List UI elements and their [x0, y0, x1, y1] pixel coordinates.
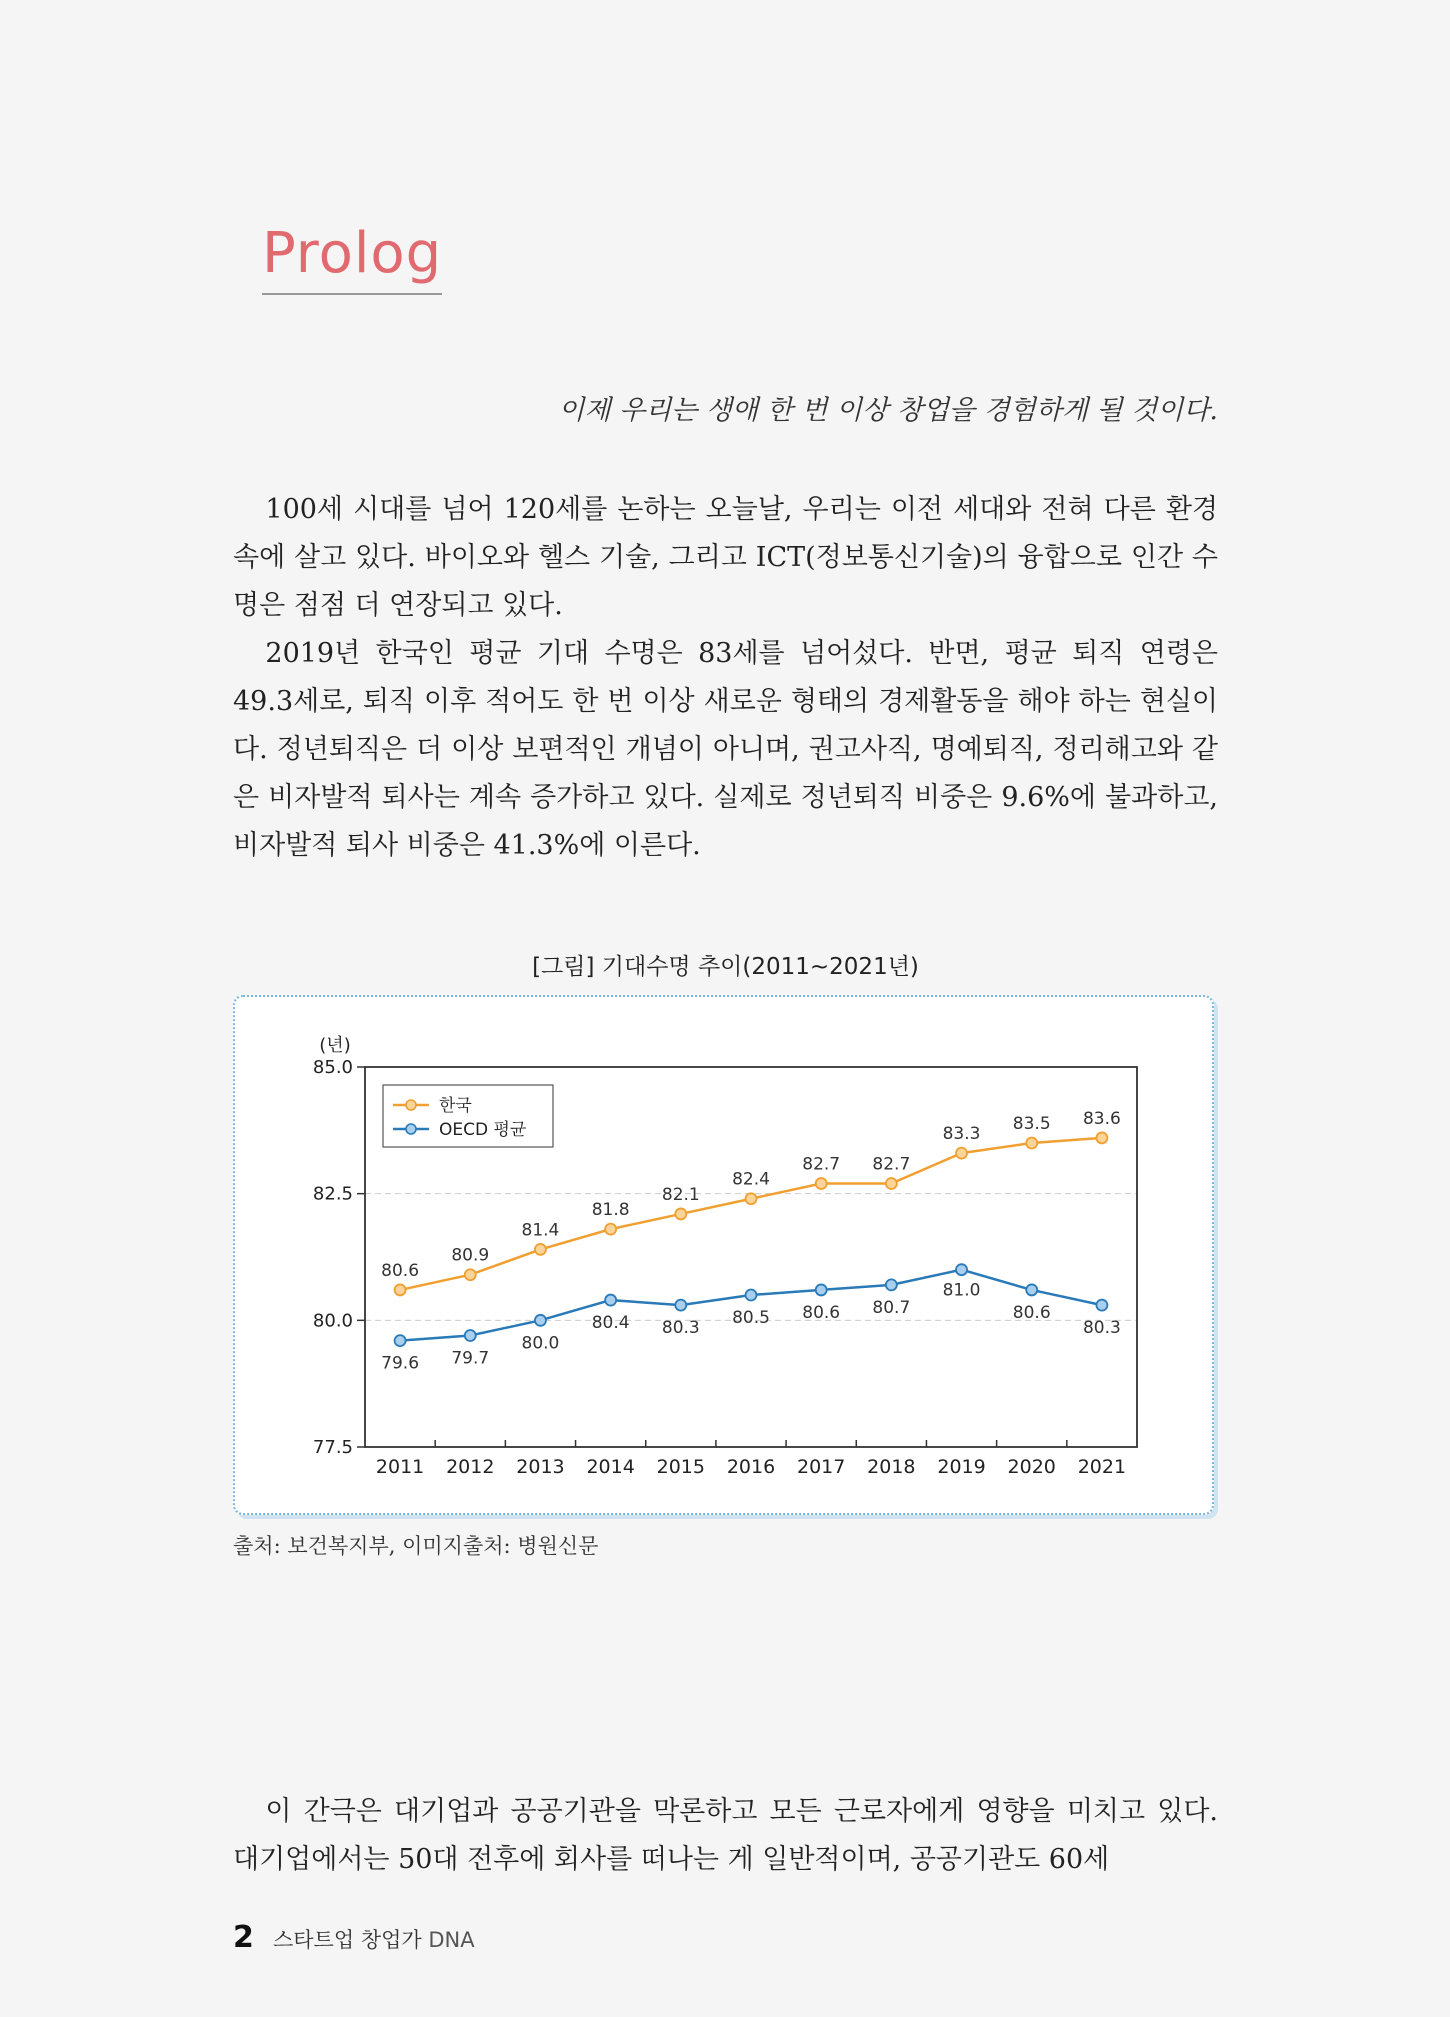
data-point — [605, 1295, 616, 1306]
data-label: 80.6 — [381, 1260, 420, 1281]
data-label: 80.6 — [1012, 1302, 1051, 1323]
data-point — [816, 1178, 827, 1189]
data-label: 82.1 — [661, 1184, 700, 1205]
data-point — [395, 1335, 406, 1346]
y-tick-label: 77.5 — [312, 1437, 353, 1458]
chapter-title: Prolog — [262, 220, 442, 295]
body-text-intro — [233, 486, 1218, 870]
series-line-korea — [400, 1138, 1102, 1290]
source-note: 출처: 보건복지부, 이미지출처: 병원신문 — [233, 1534, 599, 1558]
legend-entry: OECD 평균 — [439, 1120, 527, 1140]
paragraph: 이 간극은 대기업과 공공기관을 막론하고 모든 근로자에게 영향을 미치고 있다. 대기업에서는 50대 전후에 회사를 떠나는 게 일반적이며, 공공기관도 60세 — [233, 1796, 1218, 1875]
data-label: 79.7 — [451, 1348, 490, 1369]
data-label: 82.7 — [802, 1154, 841, 1175]
data-point — [1026, 1138, 1037, 1149]
book-title — [273, 1928, 475, 1952]
x-tick-label: 2020 — [1007, 1456, 1056, 1478]
x-tick-label: 2017 — [797, 1456, 846, 1478]
data-point — [605, 1224, 616, 1235]
data-point — [1096, 1132, 1107, 1143]
data-point — [956, 1264, 967, 1275]
data-label: 80.5 — [732, 1308, 770, 1328]
data-label: 80.9 — [451, 1245, 490, 1266]
legend-marker — [406, 1124, 416, 1134]
book-title-suffix: DNA — [428, 1928, 475, 1952]
data-point — [535, 1315, 546, 1326]
y-tick-label: 85.0 — [312, 1057, 353, 1078]
data-label: 80.6 — [802, 1302, 841, 1323]
x-tick-label: 2014 — [586, 1456, 635, 1478]
x-tick-label: 2018 — [867, 1456, 916, 1478]
legend-entry: 한국 — [439, 1096, 472, 1116]
data-point — [535, 1244, 546, 1255]
paragraph: 2019년 한국인 평균 기대 수명은 83세를 넘어섰다. 반면, 평균 퇴직 연령은 49.3세로, 퇴직 이후 적어도 한 번 이상 새로운 형태의 경제활동을 해야 하는 현실이다. 정년퇴직은 더 이상 보편적인 개념이 아니며, 권고사직, 명예퇴직, 정리해고와 같은 비자발적 퇴사는 계속 증가하고 있다. 실제로 정년퇴직 비중은 9.6%에 불과하고, 비자발적 퇴사 비중은 41.3%에 이른다. — [233, 638, 1218, 861]
data-point — [465, 1269, 476, 1280]
page-footer — [233, 1920, 475, 1955]
y-tick-label: 82.5 — [312, 1183, 353, 1205]
x-tick-label: 2015 — [656, 1456, 705, 1478]
y-axis-label: (년) — [319, 1035, 351, 1056]
data-label: 80.7 — [872, 1297, 911, 1318]
data-label: 83.6 — [1082, 1108, 1121, 1129]
body-text-continued — [233, 1788, 1218, 1884]
data-point — [675, 1300, 686, 1311]
data-label: 83.5 — [1012, 1114, 1051, 1134]
x-tick-label: 2019 — [937, 1456, 986, 1478]
data-point — [886, 1279, 897, 1290]
data-label: 81.8 — [591, 1200, 630, 1221]
data-label: 81.0 — [942, 1280, 981, 1301]
data-point — [746, 1193, 757, 1204]
life-expectancy-chart — [233, 995, 1214, 1515]
data-label: 80.3 — [661, 1318, 700, 1339]
x-tick-label: 2013 — [516, 1456, 565, 1478]
data-label: 80.3 — [1082, 1318, 1121, 1339]
series-line-oecd — [400, 1270, 1102, 1341]
legend-marker — [406, 1100, 416, 1110]
data-point — [1096, 1300, 1107, 1311]
epigraph: 이제 우리는 생애 한 번 이상 창업을 경험하게 될 것이다. — [558, 395, 1218, 426]
data-label: 82.7 — [872, 1154, 911, 1175]
paragraph: 100세 시대를 넘어 120세를 논하는 오늘날, 우리는 이전 세대와 전혀 다른 환경 속에 살고 있다. 바이오와 헬스 기술, 그리고 ICT(정보통신기술)의 융합으로 인간 수명은 점점 더 연장되고 있다. — [233, 494, 1218, 621]
data-label: 81.4 — [521, 1220, 560, 1241]
x-tick-label: 2012 — [446, 1456, 495, 1478]
x-tick-label: 2011 — [375, 1456, 425, 1478]
x-tick-label: 2021 — [1077, 1456, 1127, 1478]
data-label: 83.3 — [942, 1124, 981, 1145]
data-label: 82.4 — [732, 1169, 770, 1190]
figure-caption: [그림] 기대수명 추이(2011~2021년) — [532, 954, 919, 980]
data-point — [886, 1178, 897, 1189]
x-tick-label: 2016 — [726, 1456, 776, 1478]
data-point — [956, 1148, 967, 1159]
data-point — [816, 1284, 827, 1295]
data-point — [675, 1208, 686, 1219]
data-point — [746, 1290, 757, 1301]
data-label: 79.6 — [381, 1353, 420, 1374]
data-point — [395, 1284, 406, 1295]
data-point — [465, 1330, 476, 1341]
page-number: 2 — [233, 1920, 254, 1955]
data-label: 80.4 — [591, 1313, 630, 1334]
chart-canvas — [235, 997, 1212, 1513]
data-point — [1026, 1284, 1037, 1295]
data-label: 80.0 — [521, 1333, 560, 1354]
y-tick-label: 80.0 — [312, 1310, 353, 1332]
book-title-main: 스타트업 창업가 — [272, 1928, 422, 1952]
